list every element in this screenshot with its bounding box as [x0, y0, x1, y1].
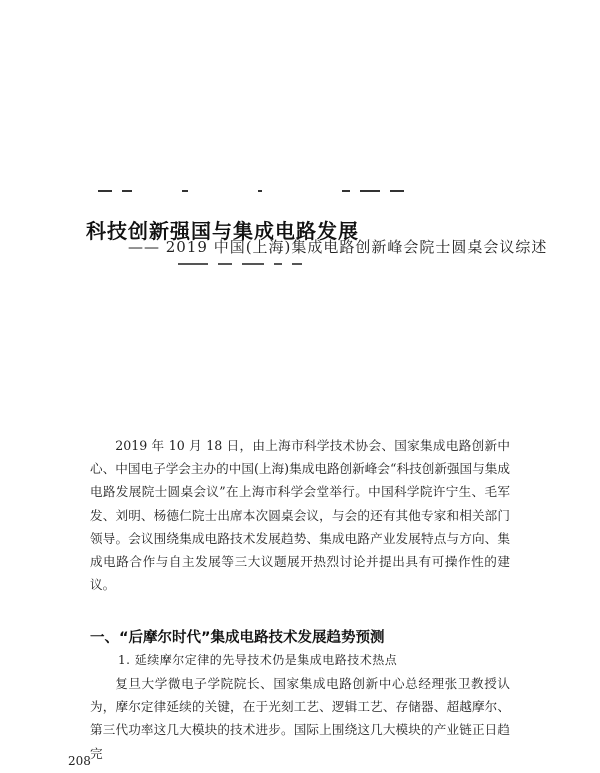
- scan-artifact-line: [98, 190, 458, 192]
- intro-paragraph: 2019 年 10 月 18 日，由上海市科学技术协会、国家集成电路创新中心、中国电子学会主办的中国(上海)集成电路创新峰会“科技创新强国与集成电路发展院士圆桌会议”在上海市科学会堂举行。中国科学院许宁生、毛军发、刘明、杨德仁院士出席本次圆桌会议，与会的还有其他专家和相关部门领导。会议围绕集成电路技术发展趋势、集成电路产业发展特点与方向、集成电路合作与自主发展等三大议题展开热烈讨论并提出具有可操作性的建议。: [90, 438, 510, 593]
- subsection-heading: 1. 延续摩尔定律的先导技术仍是集成电路技术热点: [118, 653, 398, 667]
- body-paragraph: 复旦大学微电子学院院长、国家集成电路创新中心总经理张卫教授认为，摩尔定律延续的关键，在于光刻工艺、逻辑工艺、存储器、超越摩尔、第三代功率这几大模块的技术进步。国际上围绕这几大模块的产业链正日趋完: [90, 676, 510, 761]
- page-number: 208: [68, 754, 91, 768]
- section-heading: 一、“后摩尔时代”集成电路技术发展趋势预测: [90, 630, 385, 647]
- scan-artifact-line: [178, 263, 428, 265]
- page-subtitle: —— 2019 中国(上海)集成电路创新峰会院士圆桌会议综述: [128, 238, 548, 256]
- page-title: 科技创新强国与集成电路发展: [86, 219, 359, 244]
